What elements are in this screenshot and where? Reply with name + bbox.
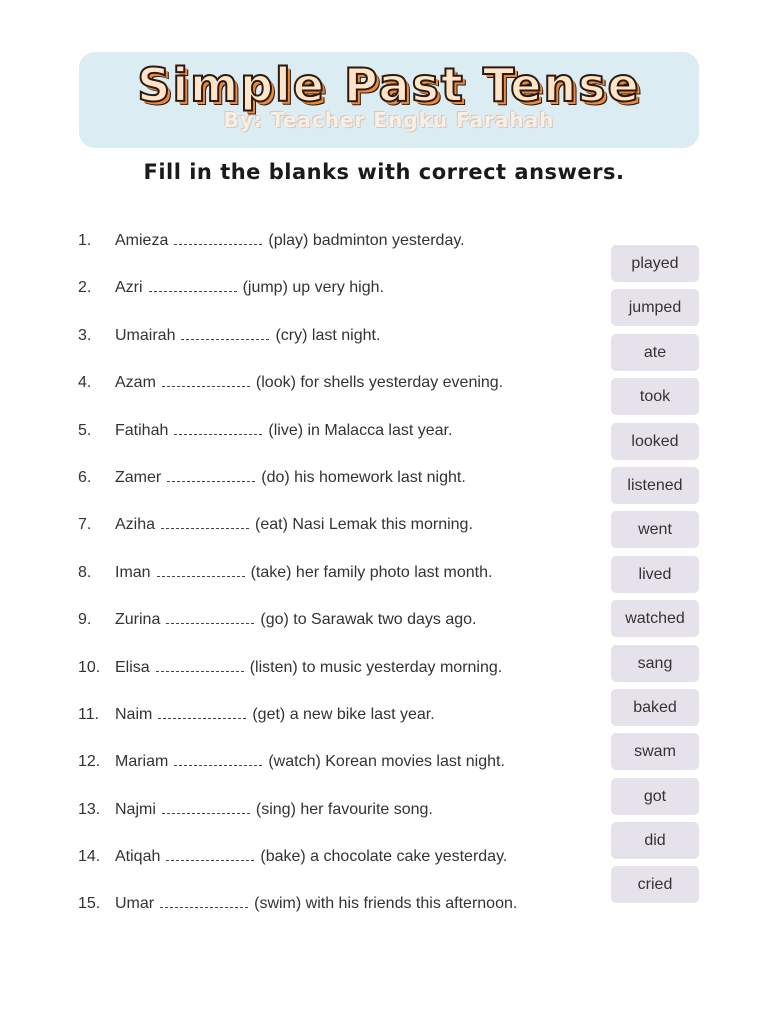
verb-clue: (watch) Korean movies last night.: [268, 753, 505, 771]
question-number: 11.: [78, 705, 100, 723]
answer-chip[interactable]: cried: [611, 866, 699, 903]
subject-name: Iman: [115, 563, 151, 581]
answer-chip[interactable]: baked: [611, 689, 699, 726]
worksheet-subtitle: By: Teacher Engku Farahah: [223, 108, 555, 132]
question-sentence: [115, 226, 465, 256]
answer-blank[interactable]: [167, 467, 255, 482]
subject-name: Amieza: [115, 232, 169, 249]
question-sentence: [115, 368, 503, 398]
question-sentence: [115, 747, 505, 777]
verb-clue: (bake) a chocolate cake yesterday.: [260, 848, 508, 866]
verb-clue: (listen) to music yesterday morning.: [249, 658, 503, 676]
answer-chip[interactable]: took: [611, 378, 699, 415]
verb-clue: (look) for shells yesterday evening.: [255, 374, 504, 392]
subject-name: Fatihah: [115, 421, 169, 439]
subject-name: Umar: [115, 895, 155, 913]
subject-name: Zurina: [115, 611, 161, 629]
worksheet-title: Simple Past Tense: [137, 58, 641, 112]
answer-chip[interactable]: jumped: [611, 289, 699, 326]
question-item: [78, 321, 598, 368]
question-item: [78, 463, 598, 510]
answer-chip[interactable]: sang: [611, 645, 699, 682]
subject-name: Azam: [115, 374, 156, 392]
question-number: 7.: [78, 516, 92, 534]
answer-blank[interactable]: [158, 704, 246, 719]
question-number: 14.: [78, 848, 101, 866]
title-banner: [79, 52, 699, 148]
question-number: 8.: [78, 563, 92, 581]
answer-blank[interactable]: [181, 325, 269, 340]
answer-chip[interactable]: ate: [611, 334, 699, 371]
verb-clue: (sing) her favourite song.: [255, 800, 433, 818]
answer-blank[interactable]: [166, 609, 254, 624]
verb-clue: (take) her family photo last month.: [250, 563, 493, 581]
question-number: 1.: [78, 232, 92, 249]
answer-blank[interactable]: [174, 230, 262, 245]
question-item: [78, 368, 598, 415]
question-item: [78, 226, 598, 273]
verb-clue: (live) in Malacca last year.: [268, 421, 453, 439]
question-sentence: [115, 463, 466, 493]
answer-chip[interactable]: lived: [611, 556, 699, 593]
question-item: [78, 510, 598, 557]
verb-clue: (eat) Nasi Lemak this morning.: [255, 516, 473, 534]
subject-name: Zamer: [115, 468, 162, 486]
answer-blank[interactable]: [174, 751, 262, 766]
verb-clue: (get) a new bike last year.: [252, 705, 435, 723]
answer-chip[interactable]: played: [611, 245, 699, 282]
answer-chip[interactable]: went: [611, 511, 699, 548]
subject-name: Naim: [115, 705, 153, 723]
subject-name: Atiqah: [115, 848, 161, 866]
subject-name: Najmi: [115, 800, 156, 818]
verb-clue: (jump) up very high.: [242, 279, 384, 297]
question-item: [78, 273, 598, 320]
subject-name: Aziha: [115, 516, 156, 534]
question-number: 6.: [78, 468, 92, 486]
question-sentence: [115, 795, 433, 825]
answer-blank[interactable]: [149, 277, 237, 292]
verb-clue: (cry) last night.: [275, 326, 381, 344]
answer-chip[interactable]: got: [611, 778, 699, 815]
question-number: 9.: [78, 611, 92, 629]
question-sentence: [115, 273, 384, 303]
answer-chip[interactable]: did: [611, 822, 699, 859]
subject-name: Elisa: [115, 658, 150, 676]
question-sentence: [115, 321, 380, 351]
verb-clue: (play) badminton yesterday.: [268, 232, 465, 249]
question-number: 5.: [78, 421, 92, 439]
question-list: [78, 226, 598, 937]
question-item: [78, 889, 598, 936]
subject-name: Umairah: [115, 326, 176, 344]
subject-name: Mariam: [115, 753, 169, 771]
question-sentence: [115, 700, 435, 730]
answer-blank[interactable]: [156, 657, 244, 672]
question-item: [78, 558, 598, 605]
question-number: 15.: [78, 895, 101, 913]
answer-chip[interactable]: swam: [611, 733, 699, 770]
question-number: 13.: [78, 800, 101, 818]
question-item: [78, 605, 598, 652]
question-sentence: [115, 416, 452, 446]
answer-blank[interactable]: [162, 372, 250, 387]
verb-clue: (swim) with his friends this afternoon.: [254, 895, 518, 913]
subject-name: Azri: [115, 279, 143, 297]
answer-blank[interactable]: [157, 562, 245, 577]
answer-blank[interactable]: [162, 799, 250, 814]
question-number: 4.: [78, 374, 92, 392]
question-item: [78, 700, 598, 747]
verb-clue: (go) to Sarawak two days ago.: [260, 611, 477, 629]
question-number: 2.: [78, 279, 92, 297]
answer-chip[interactable]: watched: [611, 600, 699, 637]
question-number: 10.: [78, 658, 101, 676]
answer-blank[interactable]: [161, 514, 249, 529]
question-number: 3.: [78, 326, 92, 344]
answer-chip[interactable]: looked: [611, 423, 699, 460]
verb-clue: (do) his homework last night.: [261, 468, 466, 486]
answer-blank[interactable]: [160, 893, 248, 908]
question-item: [78, 795, 598, 842]
question-item: [78, 842, 598, 889]
question-sentence: [115, 842, 507, 872]
instructions: Fill in the blanks with correct answers.: [143, 160, 625, 184]
question-item: [78, 416, 598, 463]
question-sentence: [115, 653, 502, 683]
question-item: [78, 747, 598, 794]
answer-blank[interactable]: [166, 846, 254, 861]
question-number: 12.: [78, 753, 101, 771]
question-item: [78, 653, 598, 700]
question-sentence: [115, 558, 492, 588]
answer-bank: [611, 245, 701, 911]
question-sentence: [115, 605, 476, 635]
question-sentence: [115, 510, 473, 540]
answer-chip[interactable]: listened: [611, 467, 699, 504]
question-sentence: [115, 889, 517, 919]
answer-blank[interactable]: [174, 420, 262, 435]
